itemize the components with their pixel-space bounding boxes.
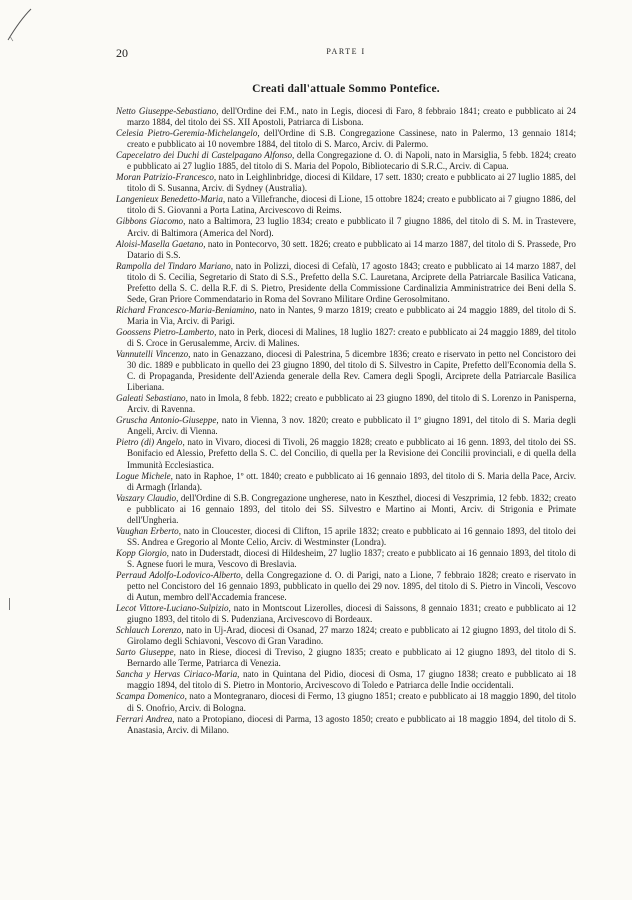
entry-name: Galeati Sebastiano,: [116, 393, 188, 404]
list-item: [116, 625, 576, 647]
list-item: [116, 526, 576, 548]
page-header: [116, 46, 576, 60]
list-item: [116, 714, 576, 736]
list-item: [116, 128, 576, 150]
entry-text: nato in Genazzano, diocesi di Palestrina, 5 dicembre 1836; creato e riservato in petto nel Concistoro dei 30 dic. 1889 e pubblicato in quello dei 23 giugno 1890, del titolo di S. Silvestro in Capite, Prefetto dell'Economia della S. C. di Propaganda, Presidente dell'Azienda generale della Rev. Camera degli Spogli, Arciprete della Patriarcale Basilica Liberiana.: [127, 349, 576, 393]
entry-text: nato a Montegranaro, diocesi di Fermo, 13 giugno 1851; creato e pubblicato ai 18 maggio 1890, del titolo di S. Onofrio, Arciv. di Bologna.: [127, 691, 576, 713]
list-item: [116, 194, 576, 216]
entry-text: nato in Uj-Arad, diocesi di Osanad, 27 marzo 1824; creato e pubblicato ai 12 giugno 1893, del titolo di S. Girolamo degli Schiavoni, Vescovo di Gran Varadino.: [127, 625, 576, 647]
entry-name: Schlauch Lorenzo,: [116, 625, 184, 636]
entry-name: Kopp Giorgio,: [116, 547, 169, 558]
list-item: [116, 647, 576, 669]
entry-text: nato in Duderstadt, diocesi di Hildesheim, 27 luglio 1837; creato e pubblicato ai 16 gennaio 1893, del titolo di S. Agnese fuori le mura, Vescovo di Breslavia.: [127, 547, 577, 569]
list-item: [116, 327, 576, 349]
entry-text: della Congregazione d. O. di Napoli, nato in Marsiglia, 5 febb. 1824; creato e pubblicato ai 27 luglio 1885, del titolo di S. Maria del Popolo, Bibliotecario di S.R.C., Arciv. di Capua.: [127, 150, 576, 172]
cardinal-list: [116, 106, 576, 736]
entry-text: dell'Ordine dei F.M., nato in Legis, diocesi di Faro, 8 febbraio 1841; creato e pubblicato ai 24 marzo 1884, del titolo dei SS. XII Apostoli, Patriarca di Lisbona.: [127, 106, 576, 128]
entry-name: Gibbons Giacomo,: [116, 216, 186, 227]
list-item: [116, 239, 576, 261]
list-item: [116, 603, 576, 625]
entry-name: Celesia Pietro-Geremia-Michelangelo,: [116, 128, 260, 139]
entry-name: Ferrari Andrea,: [116, 713, 175, 724]
entry-text: nato in Montscout Lizerolles, diocesi di Saissons, 8 gennaio 1831; creato e pubblicato ai 12 giugno 1893, del titolo di S. Pudenziana, Arcivescovo di Bordeaux.: [127, 603, 576, 625]
entry-text: nato in Raphoe, 1º ott. 1840; creato e pubblicato ai 16 gennaio 1893, del titolo di S. Maria della Pace, Arciv. di Armagh (Irlanda).: [127, 470, 576, 492]
list-item: [116, 570, 576, 603]
entry-name: Goossens Pietro-Lamberto,: [116, 326, 217, 337]
entry-name: Netto Giuseppe-Sebastiano,: [116, 106, 219, 116]
entry-text: nato in Perk, diocesi di Malines, 18 luglio 1827: creato e pubblicato ai 24 maggio 1889, del titolo di S. Croce in Gerusalemme, Arciv. di Malines.: [127, 326, 576, 348]
entry-text: nato in Cloucester, diocesi di Clifton, 15 aprile 1832; creato e pubblicato ai 16 gennaio 1893, del titolo dei SS. Andrea e Gregorio al Monte Celio, Arciv. di Westminster (Londra).: [127, 525, 576, 547]
entry-text: nato in Vivaro, diocesi di Tivoli, 26 maggio 1828; creato e pubblicato ai 16 genn. 1893, del titolo dei SS. Bonifacio ed Alessio, Prefetto della S. C. del Concilio, di quella per la Revisione dei Concilii provinciali, e di quella della Immunità Ecclesiastica.: [127, 437, 576, 470]
entry-text: nato in Riese, diocesi di Treviso, 2 giugno 1835; creato e pubblicato ai 12 giugno 1893, del titolo di S. Bernardo alle Terme, Patriarca di Venezia.: [127, 647, 576, 669]
list-item: [116, 261, 576, 305]
entry-text: nato in Leighlinbridge, diocesi di Kildare, 17 sett. 1830; creato e pubblicato ai 27 luglio 1885, del titolo di S. Susanna, Arciv. di Sydney (Australia).: [127, 172, 576, 194]
entry-name: Vaughan Erberto,: [116, 525, 181, 536]
list-item: [116, 172, 576, 194]
entry-name: Vannutelli Vincenzo,: [116, 349, 191, 360]
entry-name: Scampa Domenico,: [116, 691, 187, 702]
list-item: [116, 548, 576, 570]
margin-mark: [9, 598, 10, 610]
entry-name: Lecot Vittore-Luciano-Sulpizio,: [116, 603, 231, 614]
entry-name: Richard Francesco-Maria-Beniamino,: [116, 304, 257, 315]
entry-text: nato in Nantes, 9 marzo 1819; creato e pubblicato ai 24 maggio 1889, del titolo di S. Maria in Via, Arciv. di Parigi.: [127, 304, 576, 326]
entry-name: Aloisi-Masella Gaetano,: [116, 238, 206, 249]
entry-text: dell'Ordine di S.B. Congregazione Cassinese, nato in Palermo, 13 gennaio 1814; creato e pubblicato ai 10 novembre 1884, del titolo di S. Marco, Arciv. di Palermo.: [127, 128, 576, 150]
list-item: [116, 393, 576, 415]
entry-name: Sarto Giuseppe,: [116, 647, 176, 658]
list-item: [116, 471, 576, 493]
list-item: [116, 216, 576, 238]
list-item: [116, 415, 576, 437]
list-item: [116, 106, 576, 128]
entry-text: nato a Baltimora, 23 luglio 1834; creato e pubblicato il 7 giugno 1886, del titolo di S. M. in Trastevere, Arciv. di Baltimora (America del Nord).: [127, 216, 576, 238]
entry-text: nato a Villefranche, diocesi di Lione, 15 ottobre 1824; creato e pubblicato ai 7 giugno 1886, del titolo di S. Giovanni a Porta Latina, Arcivescovo di Reims.: [127, 194, 576, 216]
entry-name: Logue Michele,: [116, 470, 173, 481]
entry-name: Langenieux Benedetto-Maria,: [116, 194, 226, 205]
entry-text: nato in Vienna, 3 nov. 1820; creato e pubblicato il 1º giugno 1891, del titolo di S. Maria degli Angeli, Arciv. di Vienna.: [127, 415, 577, 437]
entry-text: nato in Imola, 8 febb. 1822; creato e pubblicato ai 23 giugno 1890, del titolo di S. Lorenzo in Panisperna, Arciv. di Ravenna.: [127, 393, 576, 415]
entry-text: nato a Protopiano, diocesi di Parma, 13 agosto 1850; creato e pubblicato ai 18 maggio 1894, del titolo di S. Anastasia, Arciv. di Milano.: [127, 713, 576, 735]
list-item: [116, 305, 576, 327]
entry-name: Moran Patrizio-Francesco,: [116, 172, 217, 183]
pencil-mark: [4, 6, 34, 44]
page-number: 20: [116, 46, 128, 60]
section-title: Creati dall'attuale Sommo Pontefice.: [252, 83, 440, 95]
entry-name: Pietro (di) Angelo,: [116, 437, 185, 448]
entry-text: nato in Quintana del Pidio, diocesi di Osma, 17 giugno 1838; creato e pubblicato ai 18 maggio 1894, del titolo di S. Pietro in Montorio, Arcivescovo di Toledo e Patriarca delle Indie occidentali.: [127, 669, 576, 691]
list-item: [116, 349, 576, 393]
list-item: [116, 150, 576, 172]
list-item: [116, 493, 576, 526]
entry-name: Capecelatro dei Duchi di Castelpagano Alfonso,: [116, 150, 295, 161]
entry-name: Rampolla del Tindaro Mariano,: [116, 260, 234, 271]
entry-name: Sancha y Hervas Ciriaco-Maria,: [116, 669, 240, 680]
list-item: [116, 691, 576, 713]
entry-text: nato in Polizzi, diocesi di Cefalù, 17 agosto 1843; creato e pubblicato ai 14 marzo 1887, del titolo di S. Cecilia, Segretario di Stato di S.S., Prefetto della S.C. Lauretana, Arciprete della Patriarcale Basilica Vaticana, Prefetto della S. C. della R.F. di S. Pietro, Presidente della Commissione Cardinalizia Amministratrice dei Beni della S. Sede, Gran Priore Commendatario in Roma del Sovrano Militare Ordine Gerosolmitano.: [127, 260, 576, 304]
entry-name: Perraud Adolfo-Lodovico-Alberto,: [116, 569, 243, 580]
entry-text: dell'Ordine di S.B. Congregazione ungherese, nato in Keszthel, diocesi di Veszprimia, 12 febb. 1832; creato e pubblicato ai 16 gennaio 1893, del titolo dei SS. Silvestro e Martino ai Monti, Arciv. di Strigonia e Primate dell'Ungheria.: [127, 492, 577, 525]
list-item: [116, 669, 576, 691]
entry-text: nato in Pontecorvo, 30 sett. 1826; creato e pubblicato ai 14 marzo 1887, del titolo di S. Prassede, Pro Datario di S.S.: [127, 238, 576, 260]
entry-name: Vaszary Claudio,: [116, 492, 179, 503]
running-head: PARTE I: [326, 47, 366, 56]
entry-name: Gruscha Antonio-Giuseppe,: [116, 415, 219, 426]
list-item: [116, 437, 576, 470]
entry-text: della Congregazione d. O. di Parigi, nato a Lione, 7 febbraio 1828; creato e riservato in petto nel Concistoro del 16 gennaio 1893, pubblicato in quello dei 29 nov. 1895, del titolo di S. Pietro in Vincoli, Vescovo di Autun, membro dell'Accademia francese.: [127, 569, 576, 603]
